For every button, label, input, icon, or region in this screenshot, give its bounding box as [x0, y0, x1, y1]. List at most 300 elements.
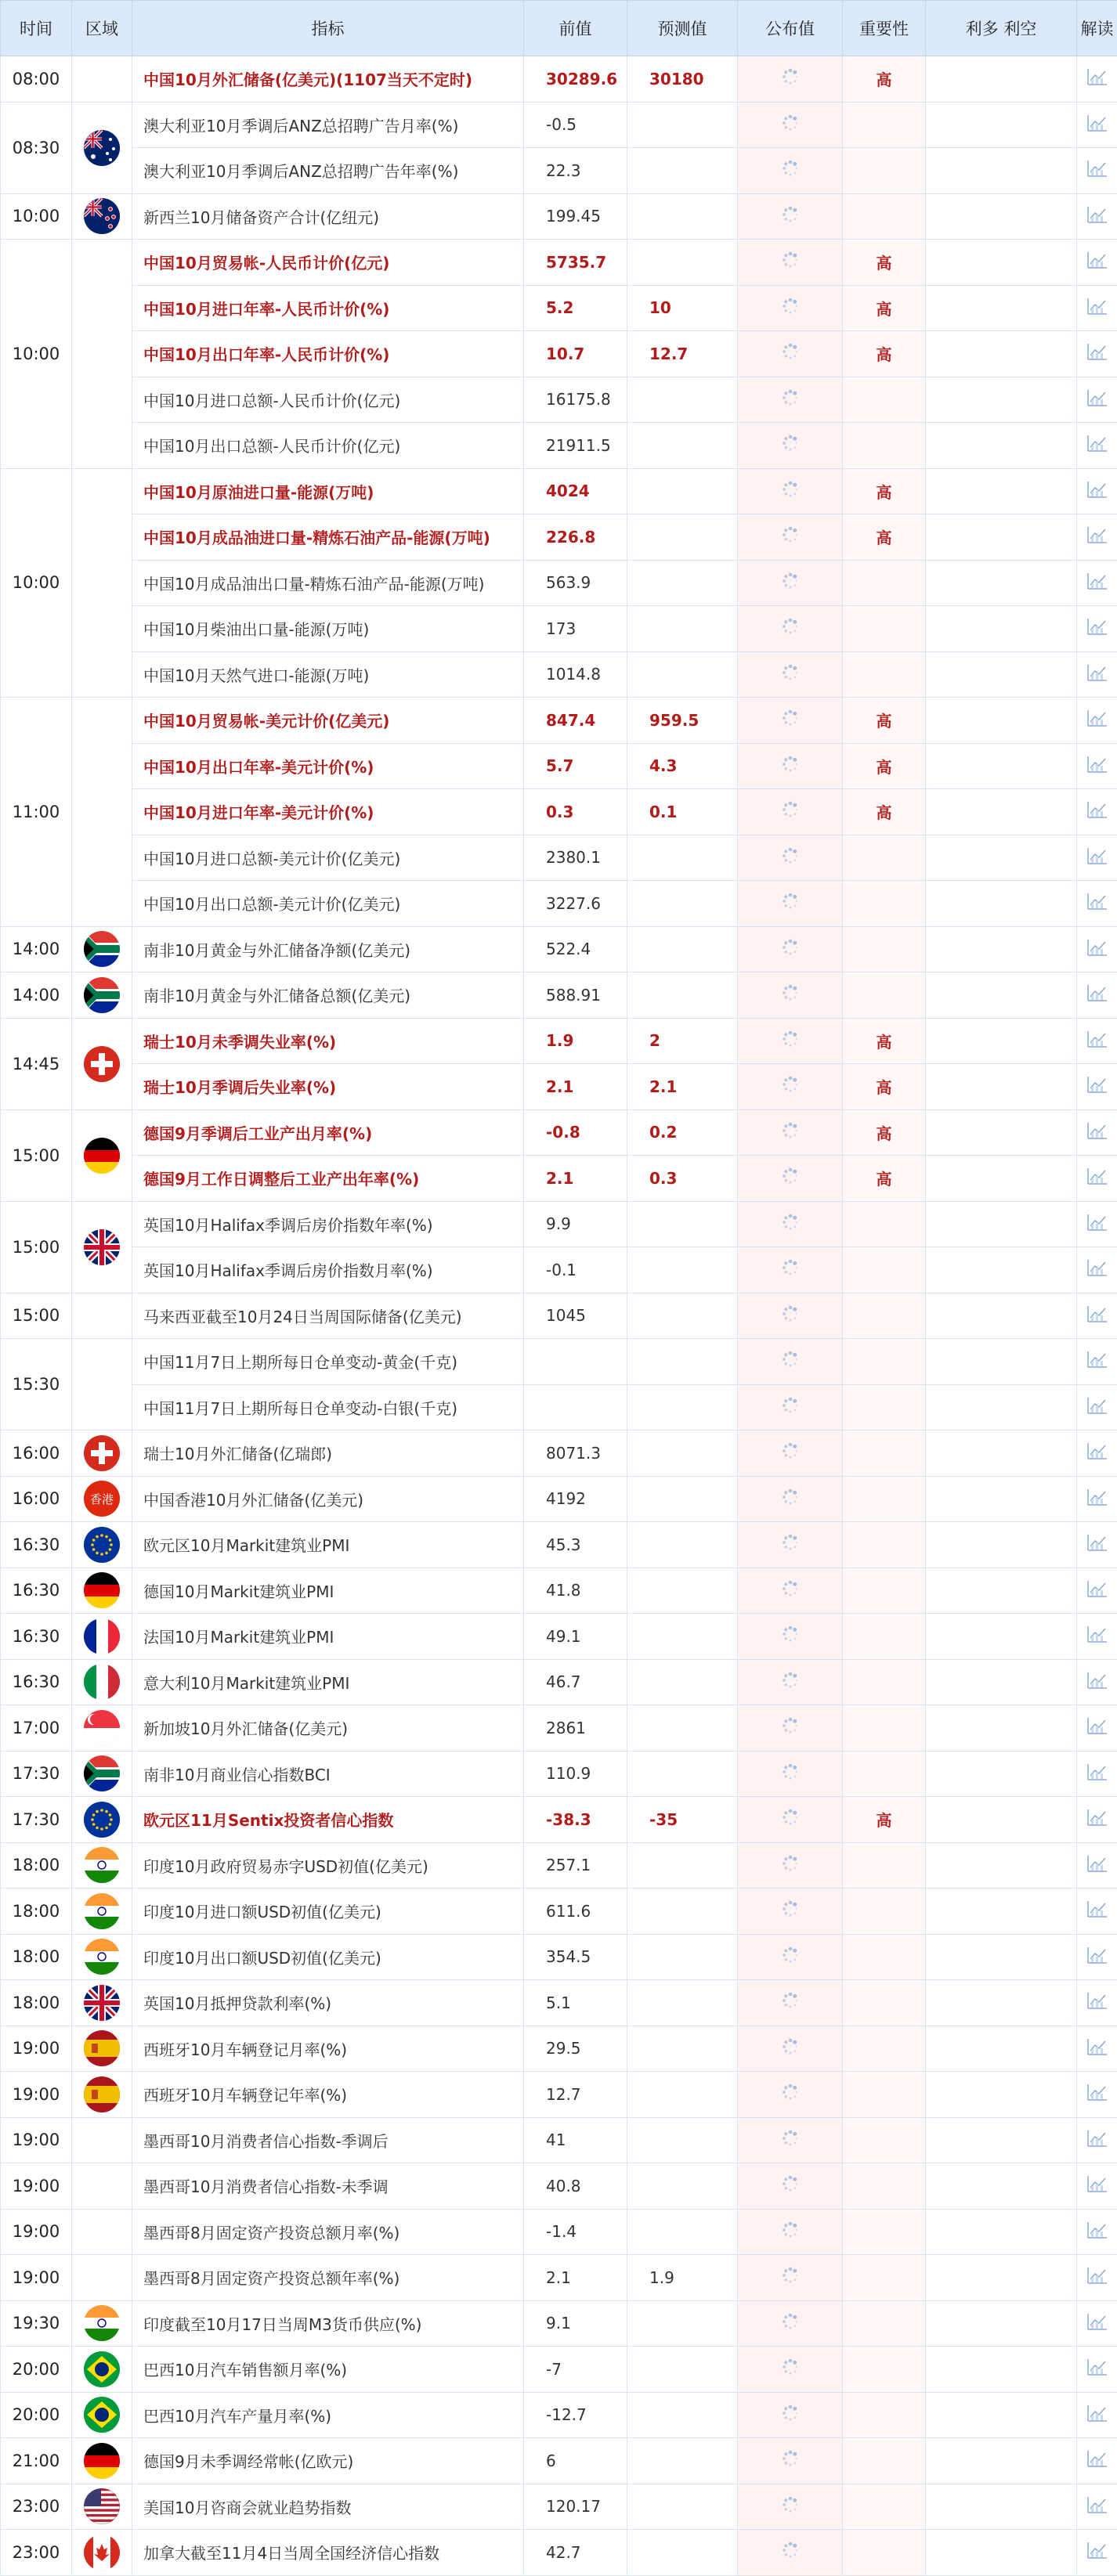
row-importance: 高: [843, 1797, 926, 1843]
loading-spinner-icon: [781, 2449, 800, 2472]
chart-icon[interactable]: [1086, 67, 1108, 90]
row-analysis[interactable]: [1077, 240, 1117, 286]
row-indicator[interactable]: 德国10月Markit建筑业PMI: [132, 1568, 524, 1614]
row-analysis[interactable]: [1077, 1064, 1117, 1110]
table-row[interactable]: [1, 2438, 1117, 2484]
row-indicator[interactable]: 意大利10月Markit建筑业PMI: [132, 1659, 524, 1705]
row-indicator[interactable]: 德国9月季调后工业产出月率(%): [132, 1109, 524, 1156]
header-time[interactable]: 时间: [1, 1, 72, 56]
table-row[interactable]: [1, 881, 1117, 927]
table-row[interactable]: [1, 1842, 1117, 1889]
row-analysis[interactable]: [1077, 2438, 1117, 2484]
row-indicator[interactable]: 马来西亚截至10月24日当周国际储备(亿美元): [132, 1293, 524, 1339]
chart-icon[interactable]: [1086, 525, 1108, 548]
row-analysis[interactable]: [1077, 2530, 1117, 2576]
flag-sg-icon: [84, 1710, 120, 1746]
chart-icon[interactable]: [1086, 1671, 1108, 1694]
row-importance: [843, 881, 926, 927]
flag-in-icon: [84, 1893, 120, 1929]
table-row[interactable]: [1, 2484, 1117, 2530]
row-indicator[interactable]: 南非10月商业信心指数BCI: [132, 1751, 524, 1797]
row-actual: [738, 2117, 843, 2163]
row-analysis[interactable]: [1077, 606, 1117, 652]
row-indicator[interactable]: 美国10月咨商会就业趋势指数: [132, 2484, 524, 2530]
row-forecast: [627, 1201, 738, 1247]
row-analysis[interactable]: [1077, 1476, 1117, 1522]
table-row[interactable]: [1, 743, 1117, 789]
row-analysis[interactable]: [1077, 2300, 1117, 2347]
chart-icon[interactable]: [1086, 1488, 1108, 1510]
row-previous: 41: [524, 2117, 627, 2163]
row-previous: 2861: [524, 1705, 627, 1752]
loading-spinner-icon: [781, 572, 800, 594]
header-analysis[interactable]: 解读: [1077, 1, 1117, 56]
row-indicator[interactable]: 西班牙10月车辆登记年率(%): [132, 2072, 524, 2118]
row-analysis[interactable]: [1077, 1659, 1117, 1705]
row-indicator[interactable]: 中国10月天然气进口-能源(万吨): [132, 651, 524, 698]
table-row[interactable]: [1, 1476, 1117, 1522]
row-importance: 高: [843, 789, 926, 835]
row-time: 19:00: [1, 2163, 72, 2210]
row-analysis[interactable]: [1077, 1156, 1117, 1202]
chart-icon[interactable]: [1086, 1900, 1108, 1922]
row-actual: [738, 1934, 843, 1980]
row-analysis[interactable]: [1077, 285, 1117, 331]
chart-icon[interactable]: [1086, 2129, 1108, 2152]
row-importance: [843, 1293, 926, 1339]
row-analysis[interactable]: [1077, 2347, 1117, 2393]
chart-icon[interactable]: [1086, 2358, 1108, 2380]
chart-icon[interactable]: [1086, 572, 1108, 594]
row-analysis[interactable]: [1077, 1980, 1117, 2026]
table-row[interactable]: [1, 1201, 1117, 1247]
row-analysis[interactable]: [1077, 1797, 1117, 1843]
chart-icon[interactable]: [1086, 938, 1108, 961]
row-time: 11:00: [1, 698, 72, 927]
chart-icon[interactable]: [1086, 1396, 1108, 1419]
row-indicator[interactable]: 中国10月出口年率-美元计价(%): [132, 743, 524, 789]
table-row[interactable]: [1, 1705, 1117, 1752]
row-indicator[interactable]: 中国10月进口总额-美元计价(亿美元): [132, 835, 524, 881]
chart-icon[interactable]: [1086, 2037, 1108, 2060]
row-indicator[interactable]: 澳大利亚10月季调后ANZ总招聘广告年率(%): [132, 148, 524, 194]
header-actual[interactable]: 公布值: [738, 1, 843, 56]
row-analysis[interactable]: [1077, 1339, 1117, 1385]
row-indicator[interactable]: 西班牙10月车辆登记月率(%): [132, 2026, 524, 2072]
row-analysis[interactable]: [1077, 1293, 1117, 1339]
chart-icon[interactable]: [1086, 2083, 1108, 2105]
row-importance: [843, 1339, 926, 1385]
table-row[interactable]: [1, 1384, 1117, 1431]
table-row[interactable]: [1, 423, 1117, 469]
row-previous: 2.1: [524, 1064, 627, 1110]
chart-icon[interactable]: [1086, 755, 1108, 777]
row-time: 17:30: [1, 1751, 72, 1797]
table-row[interactable]: [1, 331, 1117, 377]
row-indicator[interactable]: 巴西10月汽车产量月率(%): [132, 2392, 524, 2438]
row-region: [72, 2438, 132, 2484]
row-indicator[interactable]: 印度截至10月17日当周M3货币供应(%): [132, 2300, 524, 2347]
row-analysis[interactable]: [1077, 468, 1117, 514]
chart-icon[interactable]: [1086, 1167, 1108, 1189]
row-indicator[interactable]: 印度10月进口额USD初值(亿美元): [132, 1889, 524, 1935]
row-indicator[interactable]: 德国9月未季调经常帐(亿欧元): [132, 2438, 524, 2484]
row-importance: [843, 2026, 926, 2072]
table-row[interactable]: [1, 240, 1117, 286]
chart-icon[interactable]: [1086, 846, 1108, 869]
table-row[interactable]: [1, 2300, 1117, 2347]
row-indicator[interactable]: 中国11月7日上期所每日仓单变动-白银(千克): [132, 1384, 524, 1431]
table-row[interactable]: [1, 514, 1117, 561]
row-indicator[interactable]: 墨西哥8月固定资产投资总额月率(%): [132, 2209, 524, 2255]
loading-spinner-icon: [781, 617, 800, 640]
chart-icon[interactable]: [1086, 2221, 1108, 2243]
row-importance: [843, 1384, 926, 1431]
row-indicator[interactable]: 新西兰10月储备资产合计(亿纽元): [132, 193, 524, 240]
table-row[interactable]: [1, 1293, 1117, 1339]
chart-icon[interactable]: [1086, 1213, 1108, 1236]
row-analysis[interactable]: [1077, 2117, 1117, 2163]
row-analysis[interactable]: [1077, 926, 1117, 972]
chart-icon[interactable]: [1086, 983, 1108, 1006]
row-forecast: [627, 2392, 738, 2438]
loading-spinner-icon: [781, 2037, 800, 2060]
table-row[interactable]: [1, 1109, 1117, 1156]
row-forecast: [627, 1842, 738, 1889]
row-analysis[interactable]: [1077, 2255, 1117, 2301]
chart-icon[interactable]: [1086, 1808, 1108, 1831]
header-importance[interactable]: 重要性: [843, 1, 926, 56]
table-row[interactable]: [1, 1980, 1117, 2026]
chart-icon[interactable]: [1086, 114, 1108, 136]
row-actual: [738, 2392, 843, 2438]
row-indicator[interactable]: 英国10月Halifax季调后房价指数月率(%): [132, 1247, 524, 1293]
row-analysis[interactable]: [1077, 2392, 1117, 2438]
chart-icon[interactable]: [1086, 2495, 1108, 2518]
flag-eu-icon: [84, 1527, 120, 1563]
table-row[interactable]: [1, 2163, 1117, 2210]
table-row[interactable]: [1, 1797, 1117, 1843]
row-indicator[interactable]: 墨西哥10月消费者信心指数-季调后: [132, 2117, 524, 2163]
row-analysis[interactable]: [1077, 1568, 1117, 1614]
row-analysis[interactable]: [1077, 148, 1117, 194]
row-analysis[interactable]: [1077, 1614, 1117, 1660]
row-long-short: [926, 2392, 1077, 2438]
row-indicator[interactable]: 新加坡10月外汇储备(亿美元): [132, 1705, 524, 1752]
chart-icon[interactable]: [1086, 1533, 1108, 1556]
row-indicator[interactable]: 中国10月出口总额-人民币计价(亿元): [132, 423, 524, 469]
row-indicator[interactable]: 中国10月出口年率-人民币计价(%): [132, 331, 524, 377]
row-analysis[interactable]: [1077, 2026, 1117, 2072]
row-indicator[interactable]: 中国10月原油进口量-能源(万吨): [132, 468, 524, 514]
table-row[interactable]: [1, 606, 1117, 652]
row-indicator[interactable]: 德国9月工作日调整后工业产出年率(%): [132, 1156, 524, 1202]
row-analysis[interactable]: [1077, 331, 1117, 377]
row-indicator[interactable]: 中国10月贸易帐-美元计价(亿美元): [132, 698, 524, 744]
row-indicator[interactable]: 加拿大截至11月4日当周全国经济信心指数: [132, 2530, 524, 2576]
table-row[interactable]: [1, 2209, 1117, 2255]
row-analysis[interactable]: [1077, 514, 1117, 561]
chart-icon[interactable]: [1086, 1350, 1108, 1373]
row-forecast: [627, 2026, 738, 2072]
row-previous: 5.2: [524, 285, 627, 331]
row-analysis[interactable]: [1077, 102, 1117, 148]
row-previous: 173: [524, 606, 627, 652]
row-actual: [738, 1339, 843, 1385]
chart-icon[interactable]: [1086, 1441, 1108, 1464]
row-analysis[interactable]: [1077, 651, 1117, 698]
row-time: 16:30: [1, 1659, 72, 1705]
table-row[interactable]: [1, 1522, 1117, 1568]
chart-icon[interactable]: [1086, 1075, 1108, 1098]
row-analysis[interactable]: [1077, 789, 1117, 835]
row-indicator[interactable]: 中国11月7日上期所每日仓单变动-黄金(千克): [132, 1339, 524, 1385]
row-indicator[interactable]: 巴西10月汽车销售额月率(%): [132, 2347, 524, 2393]
row-indicator[interactable]: 南非10月黄金与外汇储备总额(亿美元): [132, 972, 524, 1019]
row-analysis[interactable]: [1077, 1934, 1117, 1980]
row-indicator[interactable]: 印度10月出口额USD初值(亿美元): [132, 1934, 524, 1980]
row-analysis[interactable]: [1077, 835, 1117, 881]
table-row[interactable]: [1, 2347, 1117, 2393]
chart-icon[interactable]: [1086, 1304, 1108, 1327]
table-row[interactable]: [1, 651, 1117, 698]
row-indicator[interactable]: 中国10月进口年率-人民币计价(%): [132, 285, 524, 331]
row-indicator[interactable]: 中国10月成品油出口量-精炼石油产品-能源(万吨): [132, 560, 524, 606]
chart-icon[interactable]: [1086, 297, 1108, 319]
row-analysis[interactable]: [1077, 743, 1117, 789]
chart-icon[interactable]: [1086, 1579, 1108, 1602]
row-actual: [738, 331, 843, 377]
chart-icon[interactable]: [1086, 480, 1108, 503]
row-analysis[interactable]: [1077, 2484, 1117, 2530]
row-indicator[interactable]: 墨西哥10月消费者信心指数-未季调: [132, 2163, 524, 2210]
table-row[interactable]: [1, 1064, 1117, 1110]
header-long-short[interactable]: 利多 利空: [926, 1, 1077, 56]
row-indicator[interactable]: 瑞士10月季调后失业率(%): [132, 1064, 524, 1110]
table-row[interactable]: [1, 2026, 1117, 2072]
row-indicator[interactable]: 澳大利亚10月季调后ANZ总招聘广告月率(%): [132, 102, 524, 148]
row-indicator[interactable]: 印度10月政府贸易赤字USD初值(亿美元): [132, 1842, 524, 1889]
table-row[interactable]: [1, 2392, 1117, 2438]
table-row[interactable]: [1, 835, 1117, 881]
chart-icon[interactable]: [1086, 2312, 1108, 2335]
chart-icon[interactable]: [1086, 892, 1108, 915]
table-row[interactable]: [1, 698, 1117, 744]
table-row[interactable]: [1, 926, 1117, 972]
row-previous: 611.6: [524, 1889, 627, 1935]
chart-icon[interactable]: [1086, 1258, 1108, 1281]
row-indicator[interactable]: 墨西哥8月固定资产投资总额年率(%): [132, 2255, 524, 2301]
row-previous: 45.3: [524, 1522, 627, 1568]
row-analysis[interactable]: [1077, 560, 1117, 606]
row-indicator[interactable]: 英国10月抵押贷款利率(%): [132, 1980, 524, 2026]
row-indicator[interactable]: 瑞士10月外汇储备(亿瑞郎): [132, 1431, 524, 1477]
row-indicator[interactable]: 欧元区10月Markit建筑业PMI: [132, 1522, 524, 1568]
row-region: [72, 102, 132, 193]
table-row[interactable]: [1, 1614, 1117, 1660]
row-time: 19:00: [1, 2255, 72, 2301]
row-long-short: [926, 835, 1077, 881]
table-row[interactable]: [1, 1751, 1117, 1797]
table-row[interactable]: [1, 1431, 1117, 1477]
table-row[interactable]: [1, 148, 1117, 194]
row-long-short: [926, 1889, 1077, 1935]
row-analysis[interactable]: [1077, 1522, 1117, 1568]
header-forecast[interactable]: 预测值: [627, 1, 738, 56]
chart-icon[interactable]: [1086, 663, 1108, 686]
table-row[interactable]: [1, 2117, 1117, 2163]
chart-icon[interactable]: [1086, 800, 1108, 823]
table-row[interactable]: [1, 1018, 1117, 1064]
chart-icon[interactable]: [1086, 434, 1108, 456]
row-analysis[interactable]: [1077, 698, 1117, 744]
row-analysis[interactable]: [1077, 377, 1117, 423]
row-analysis[interactable]: [1077, 1431, 1117, 1477]
row-analysis[interactable]: [1077, 1751, 1117, 1797]
table-row[interactable]: [1, 56, 1117, 103]
header-previous[interactable]: 前值: [524, 1, 627, 56]
chart-icon[interactable]: [1086, 1854, 1108, 1877]
row-analysis[interactable]: [1077, 193, 1117, 240]
chart-icon[interactable]: [1086, 1991, 1108, 2014]
row-actual: [738, 1522, 843, 1568]
row-indicator[interactable]: 中国10月贸易帐-人民币计价(亿元): [132, 240, 524, 286]
table-row[interactable]: [1, 377, 1117, 423]
row-importance: [843, 1201, 926, 1247]
chart-icon[interactable]: [1086, 342, 1108, 365]
row-actual: [738, 1156, 843, 1202]
row-analysis[interactable]: [1077, 1842, 1117, 1889]
table-row[interactable]: [1, 789, 1117, 835]
header-indicator[interactable]: 指标: [132, 1, 524, 56]
row-analysis[interactable]: [1077, 972, 1117, 1019]
chart-icon[interactable]: [1086, 2404, 1108, 2426]
table-row[interactable]: [1, 1339, 1117, 1385]
row-previous: 4192: [524, 1476, 627, 1522]
row-actual: [738, 1109, 843, 1156]
table-row[interactable]: [1, 1156, 1117, 1202]
chart-icon[interactable]: [1086, 1121, 1108, 1144]
row-indicator[interactable]: 中国10月成品油进口量-精炼石油产品-能源(万吨): [132, 514, 524, 561]
flag-br-icon: [84, 2351, 120, 2387]
chart-icon[interactable]: [1086, 388, 1108, 411]
chart-icon[interactable]: [1086, 2266, 1108, 2289]
table-row[interactable]: [1, 2072, 1117, 2118]
row-analysis[interactable]: [1077, 2163, 1117, 2210]
chart-icon[interactable]: [1086, 1030, 1108, 1052]
table-row[interactable]: [1, 468, 1117, 514]
chart-icon[interactable]: [1086, 2541, 1108, 2563]
chart-icon[interactable]: [1086, 2449, 1108, 2472]
row-analysis[interactable]: [1077, 1201, 1117, 1247]
flag-us-icon: [84, 2488, 120, 2524]
row-analysis[interactable]: [1077, 2072, 1117, 2118]
row-analysis[interactable]: [1077, 1705, 1117, 1752]
loading-spinner-icon: [781, 2541, 800, 2563]
row-indicator[interactable]: 中国10月外汇储备(亿美元)(1107当天不定时): [132, 56, 524, 103]
row-actual: [738, 972, 843, 1019]
row-analysis[interactable]: [1077, 1384, 1117, 1431]
table-row[interactable]: [1, 1247, 1117, 1293]
table-row[interactable]: [1, 193, 1117, 240]
chart-icon[interactable]: [1086, 617, 1108, 640]
table-row[interactable]: [1, 1568, 1117, 1614]
row-long-short: [926, 651, 1077, 698]
flag-es-icon: [84, 2030, 120, 2066]
header-region[interactable]: 区域: [72, 1, 132, 56]
table-row[interactable]: [1, 1934, 1117, 1980]
row-indicator[interactable]: 瑞士10月未季调失业率(%): [132, 1018, 524, 1064]
row-analysis[interactable]: [1077, 881, 1117, 927]
row-time: 19:00: [1, 2072, 72, 2118]
chart-icon[interactable]: [1086, 1762, 1108, 1785]
row-indicator[interactable]: 中国10月出口总额-美元计价(亿美元): [132, 881, 524, 927]
table-row[interactable]: [1, 1889, 1117, 1935]
table-row[interactable]: [1, 972, 1117, 1019]
row-indicator[interactable]: 中国10月柴油出口量-能源(万吨): [132, 606, 524, 652]
row-region: [72, 2255, 132, 2301]
row-actual: [738, 1842, 843, 1889]
chart-icon[interactable]: [1086, 251, 1108, 273]
loading-spinner-icon: [781, 525, 800, 548]
row-analysis[interactable]: [1077, 1889, 1117, 1935]
table-row[interactable]: [1, 2530, 1117, 2576]
chart-icon[interactable]: [1086, 1716, 1108, 1739]
row-forecast: [627, 1614, 738, 1660]
row-actual: [738, 1980, 843, 2026]
row-analysis[interactable]: [1077, 1247, 1117, 1293]
row-analysis[interactable]: [1077, 1109, 1117, 1156]
row-long-short: [926, 377, 1077, 423]
row-indicator[interactable]: 中国香港10月外汇储备(亿美元): [132, 1476, 524, 1522]
row-forecast: 959.5: [627, 698, 738, 744]
row-indicator[interactable]: 中国10月进口年率-美元计价(%): [132, 789, 524, 835]
table-row[interactable]: [1, 2255, 1117, 2301]
row-analysis[interactable]: [1077, 423, 1117, 469]
row-indicator[interactable]: 英国10月Halifax季调后房价指数年率(%): [132, 1201, 524, 1247]
row-time: 23:00: [1, 2530, 72, 2576]
chart-icon[interactable]: [1086, 159, 1108, 182]
row-long-short: [926, 2530, 1077, 2576]
chart-icon[interactable]: [1086, 205, 1108, 228]
row-actual: [738, 2300, 843, 2347]
row-previous: 41.8: [524, 1568, 627, 1614]
loading-spinner-icon: [781, 388, 800, 411]
row-previous: 2380.1: [524, 835, 627, 881]
flag-br-icon: [84, 2397, 120, 2433]
table-row[interactable]: [1, 285, 1117, 331]
row-indicator[interactable]: 法国10月Markit建筑业PMI: [132, 1614, 524, 1660]
row-analysis[interactable]: [1077, 2209, 1117, 2255]
chart-icon[interactable]: [1086, 1946, 1108, 1968]
row-indicator[interactable]: 欧元区11月Sentix投资者信心指数: [132, 1797, 524, 1843]
chart-icon[interactable]: [1086, 1625, 1108, 1647]
row-region: [72, 926, 132, 972]
svg-text:香港: 香港: [90, 1492, 114, 1506]
chart-icon[interactable]: [1086, 709, 1108, 731]
table-row[interactable]: [1, 560, 1117, 606]
row-analysis[interactable]: [1077, 1018, 1117, 1064]
row-long-short: [926, 2255, 1077, 2301]
row-previous: 12.7: [524, 2072, 627, 2118]
chart-icon[interactable]: [1086, 2174, 1108, 2197]
row-analysis[interactable]: [1077, 56, 1117, 103]
row-indicator[interactable]: 中国10月进口总额-人民币计价(亿元): [132, 377, 524, 423]
table-row[interactable]: [1, 1659, 1117, 1705]
row-region: [72, 2484, 132, 2530]
table-row[interactable]: [1, 102, 1117, 148]
row-indicator[interactable]: 南非10月黄金与外汇储备净额(亿美元): [132, 926, 524, 972]
